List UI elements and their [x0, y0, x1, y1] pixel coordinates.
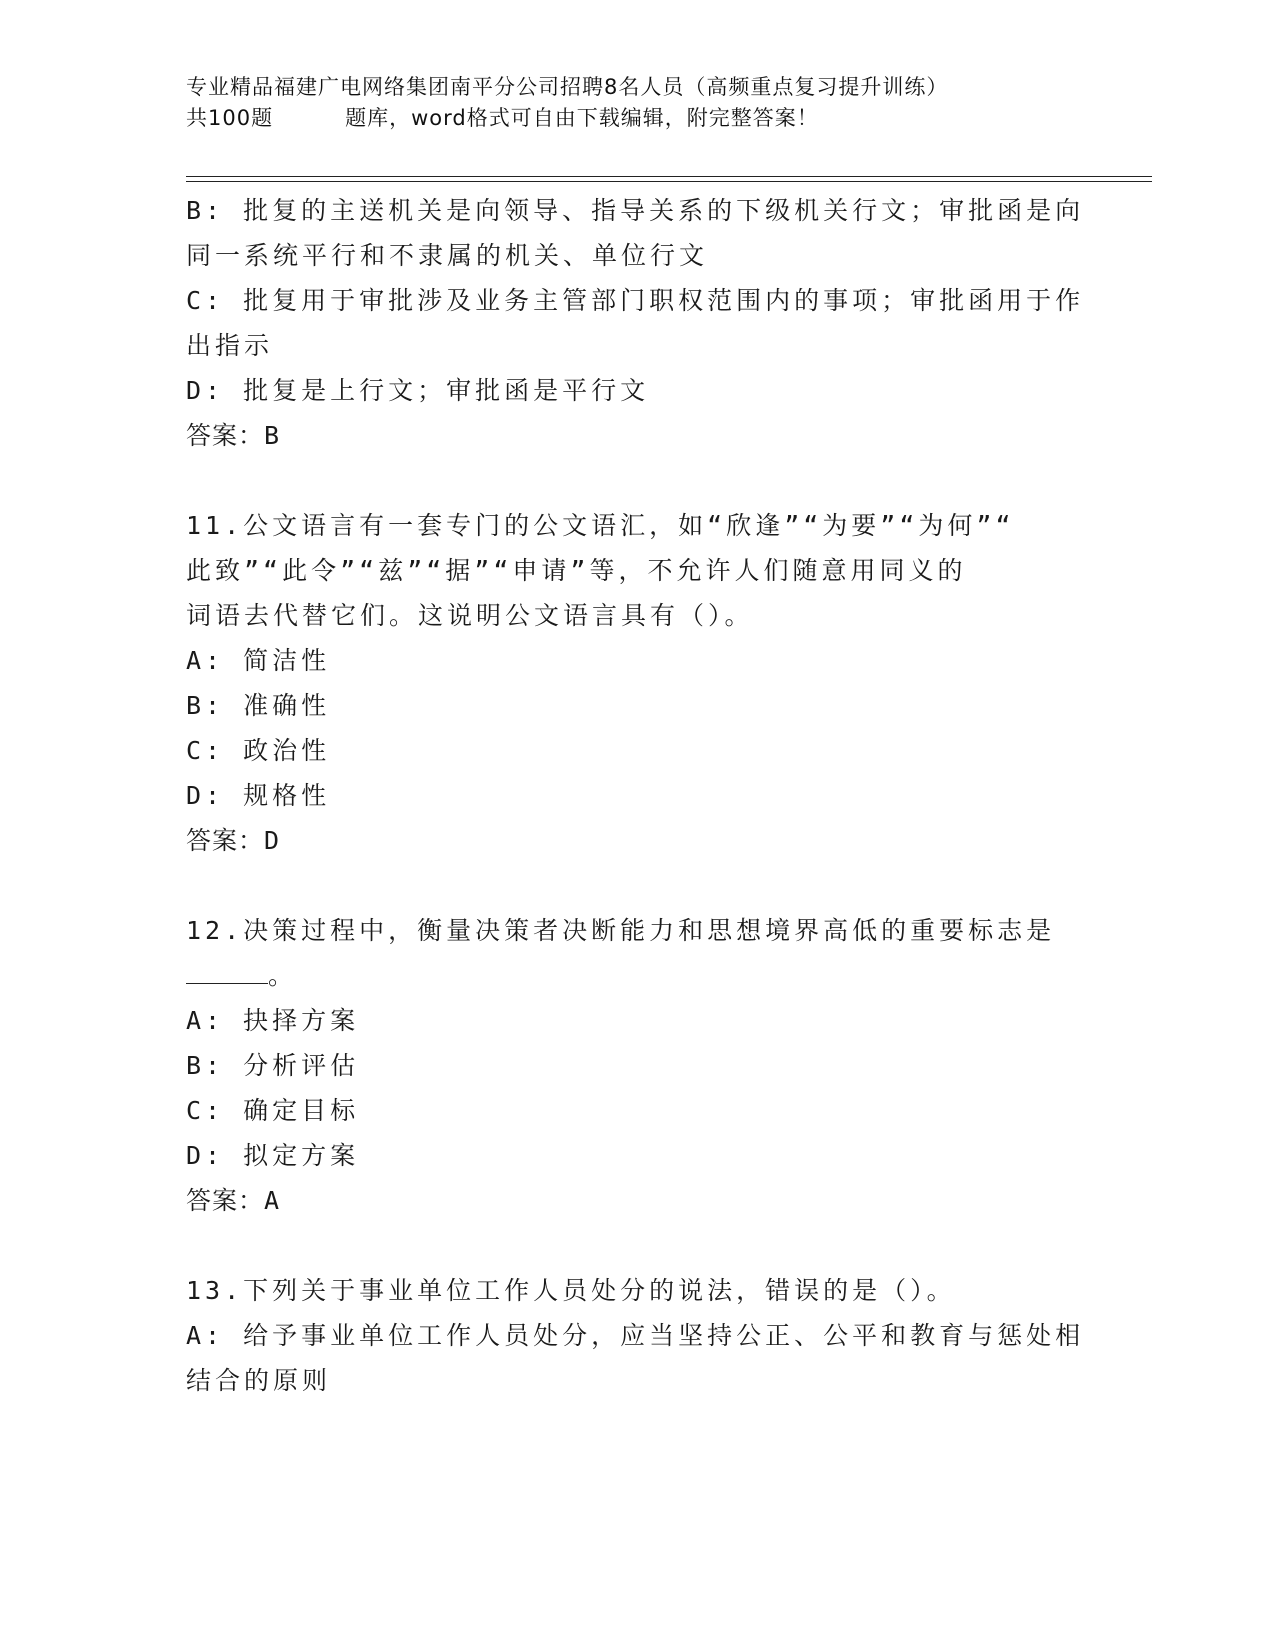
option-d: D: 批复是上行文；审批函是平行文 — [186, 376, 650, 405]
header-divider-bottom — [186, 181, 1152, 182]
question-stem: 13.下列关于事业单位工作人员处分的说法，错误的是（）。 — [186, 1276, 956, 1305]
answer — [186, 1178, 1066, 1223]
stem-period: 。 — [268, 961, 298, 990]
document-header — [186, 72, 1086, 134]
header-question-count: 共100题 — [186, 106, 274, 130]
question-list — [186, 188, 1085, 1403]
header-title: 专业精品福建广电网络集团南平分公司招聘8名人员（高频重点复习提升训练） — [186, 75, 949, 99]
option-a-continued: 结合的原则 — [186, 1366, 332, 1395]
question-10 — [186, 188, 1085, 458]
header-description: 题库，word格式可自由下载编辑，附完整答案！ — [345, 106, 819, 130]
answer-label: 答案： — [186, 1186, 265, 1215]
option-a: A: 给予事业单位工作人员处分，应当坚持公正、公平和教育与惩处相 — [186, 1321, 1085, 1350]
answer-value: B — [264, 421, 282, 450]
option-c-continued: 出指示 — [186, 331, 274, 360]
answer-label: 答案： — [186, 421, 265, 450]
answer — [186, 413, 1066, 458]
option-b: B: 批复的主送机关是向领导、指导关系的下级机关行文；审批函是向 — [186, 196, 1085, 225]
question-11 — [186, 503, 1066, 863]
question-stem: 11.公文语言有一套专门的公文语汇，如“欣逢”“为要”“为何”“ — [186, 511, 1015, 540]
option-b: B: 准确性 — [186, 691, 331, 720]
option-c: C: 确定目标 — [186, 1096, 360, 1125]
option-d: D: 规格性 — [186, 781, 331, 810]
option-c: C: 批复用于审批涉及业务主管部门职权范围内的事项；审批函用于作 — [186, 286, 1085, 315]
fill-in-blank — [186, 959, 268, 984]
question-stem-continued: 词语去代替它们。这说明公文语言具有（）。 — [186, 601, 754, 630]
answer-label: 答案： — [186, 826, 265, 855]
answer-value: D — [264, 826, 282, 855]
question-stem: 12.决策过程中，衡量决策者决断能力和思想境界高低的重要标志是 — [186, 916, 1056, 945]
option-d: D: 拟定方案 — [186, 1141, 360, 1170]
question-stem-continued: 此致”“此令”“兹”“据”“申请”等，不允许人们随意用同义的 — [186, 556, 967, 585]
option-b-continued: 同一系统平行和不隶属的机关、单位行文 — [186, 241, 709, 270]
question-stem-continued — [186, 953, 1066, 998]
option-b: B: 分析评估 — [186, 1051, 360, 1080]
question-13 — [186, 1268, 1085, 1403]
question-12 — [186, 908, 1066, 1223]
header-subtitle — [186, 103, 1086, 134]
option-c: C: 政治性 — [186, 736, 331, 765]
option-a: A: 简洁性 — [186, 646, 331, 675]
header-divider-top — [186, 176, 1152, 177]
option-a: A: 抉择方案 — [186, 1006, 360, 1035]
answer-value: A — [264, 1186, 282, 1215]
answer — [186, 818, 1066, 863]
